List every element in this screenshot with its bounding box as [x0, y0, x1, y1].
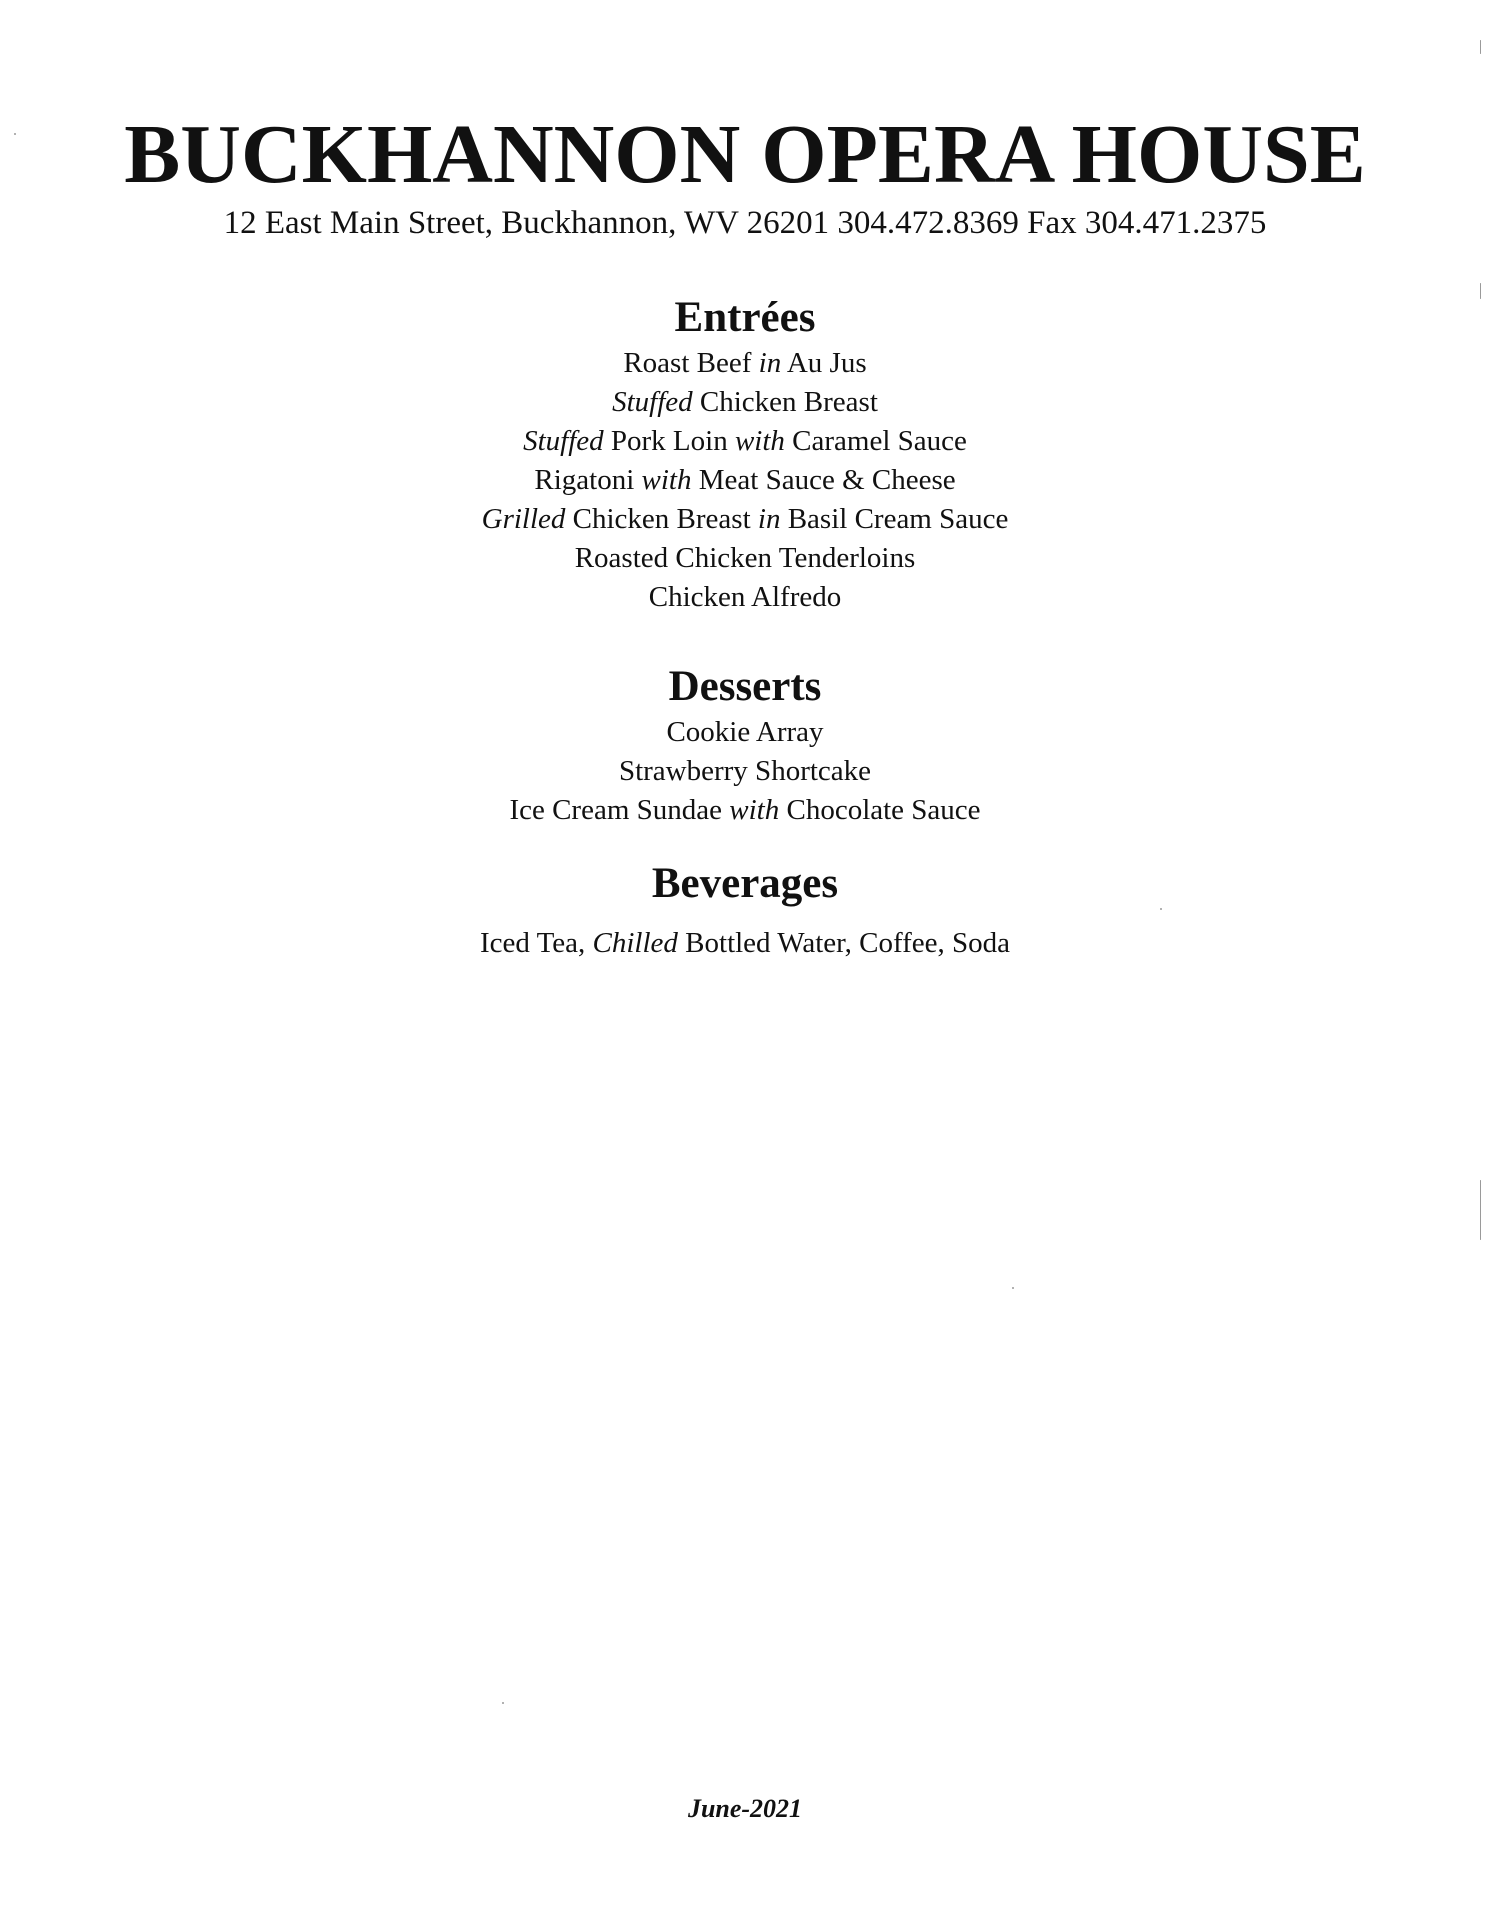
menu-item: [0, 422, 1490, 461]
menu-item-text: Au Jus: [781, 347, 867, 379]
entrees-section: [0, 292, 1490, 617]
menu-item-italic-text: Stuffed: [612, 386, 693, 418]
beverages-section: [0, 858, 1490, 963]
menu-item-text: Pork Loin: [603, 425, 735, 457]
scan-speck: [1480, 283, 1481, 299]
scan-speck: [1160, 908, 1162, 910]
menu-item-text: Roasted Chicken Tenderloins: [574, 542, 916, 574]
desserts-heading: Desserts: [668, 663, 822, 710]
beverages-list: [0, 924, 1490, 963]
menu-item-italic-text: with: [641, 464, 692, 496]
menu-item-italic-text: with: [729, 794, 780, 826]
menu-item: [0, 578, 1490, 617]
menu-item-italic-text: in: [757, 503, 781, 535]
menu-item-italic-text: with: [734, 425, 785, 457]
scan-speck: [1480, 1180, 1481, 1240]
desserts-section: [0, 661, 1490, 830]
menu-item-text: Chicken Alfredo: [648, 581, 842, 613]
page-title: BUCKHANNON OPERA HOUSE: [124, 108, 1366, 201]
menu-item: [0, 791, 1490, 830]
menu-item: [0, 500, 1490, 539]
menu-item-text: Strawberry Shortcake: [618, 755, 872, 787]
menu-item: [0, 713, 1490, 752]
scan-speck: [14, 133, 16, 135]
menu-item-text: Chicken Breast: [692, 386, 878, 418]
menu-item: [0, 752, 1490, 791]
menu-item-text: Rigatoni: [534, 464, 642, 496]
menu-item-text: Chicken Breast: [565, 503, 758, 535]
menu-item-text: Roast Beef: [623, 347, 759, 379]
scan-speck: [1012, 1287, 1014, 1289]
menu-item: [0, 924, 1490, 963]
entrees-list: [0, 344, 1490, 617]
menu-item-text: Chocolate Sauce: [779, 794, 981, 826]
menu-item-text: Bottled Water, Coffee, Soda: [677, 927, 1011, 959]
menu-item-text: Cookie Array: [666, 716, 824, 748]
scan-speck: [1480, 40, 1481, 54]
entrees-heading: Entrées: [674, 294, 816, 341]
menu-item: [0, 461, 1490, 500]
menu-item-italic-text: Grilled: [481, 503, 566, 535]
menu-item-italic-text: Chilled: [592, 927, 678, 959]
menu-item-text: Meat Sauce & Cheese: [691, 464, 956, 496]
menu-item: [0, 539, 1490, 578]
desserts-list: [0, 713, 1490, 830]
menu-item: [0, 344, 1490, 383]
scan-speck: [502, 1702, 504, 1704]
menu-item-text: Caramel Sauce: [784, 425, 967, 457]
menu-item-text: Ice Cream Sundae: [509, 794, 730, 826]
revision-date: June-2021: [687, 1794, 803, 1823]
beverages-heading: Beverages: [651, 860, 839, 907]
menu-item-italic-text: Stuffed: [523, 425, 604, 457]
menu-item-italic-text: in: [758, 347, 782, 379]
menu-item-text: Iced Tea,: [479, 927, 593, 959]
address-line: 12 East Main Street, Buckhannon, WV 26201 304.472.8369 Fax 304.471.2375: [223, 205, 1267, 241]
menu-item-text: Basil Cream Sauce: [780, 503, 1009, 535]
menu-item: [0, 383, 1490, 422]
